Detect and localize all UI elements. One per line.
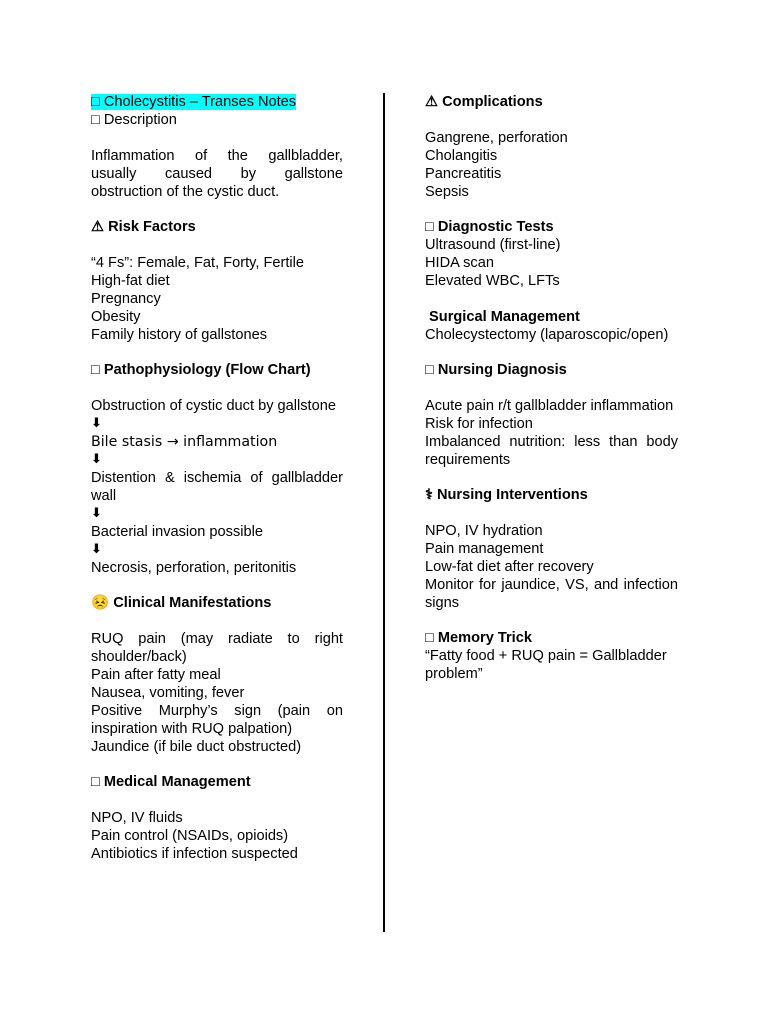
clinical-item: Positive Murphy’s sign (pain on inspiration with RUQ palpation) [91, 702, 343, 737]
diagnostic-item: Elevated WBC, LFTs [425, 273, 560, 289]
flow-step: Obstruction of cystic duct by gallstone [91, 397, 336, 414]
intervention-item: Monitor for jaundice, VS, and infection signs [425, 576, 678, 611]
clinical-manifestations-heading: 😣 Clinical Manifestations [91, 595, 272, 611]
nursing-diagnosis-item: Risk for infection [425, 415, 533, 432]
right-column [425, 92, 678, 683]
complication-item: Pancreatitis [425, 165, 502, 182]
diagnostic-item: Ultrasound (first-line) [425, 237, 561, 253]
medical-item: NPO, IV fluids [91, 809, 183, 826]
intervention-item: NPO, IV hydration [425, 522, 543, 539]
medical-item: Antibiotics if infection suspected [91, 845, 298, 862]
nursing-diagnosis-item: Acute pain r/t gallbladder inflammation [425, 397, 674, 414]
risk-factor-item: Family history of gallstones [91, 326, 268, 343]
clinical-item: RUQ pain (may radiate to right shoulder/back) [91, 630, 343, 665]
medical-item: Pain control (NSAIDs, opioids) [91, 827, 289, 844]
nursing-diagnosis-heading: □ Nursing Diagnosis [425, 362, 567, 378]
down-arrow-icon: ⬇ [91, 451, 102, 467]
complication-item: Sepsis [425, 183, 469, 200]
surgical-management-heading: Surgical Management [425, 308, 580, 325]
column-divider [383, 93, 385, 932]
diagnostic-tests-heading: □ Diagnostic Tests [425, 219, 554, 235]
intervention-item: Pain management [425, 540, 544, 557]
nursing-diagnosis-item: Imbalanced nutrition: less than body requirements [425, 433, 678, 468]
diagnostic-item: HIDA scan [425, 255, 494, 271]
down-arrow-icon: ⬇ [91, 541, 102, 557]
intervention-item: Low-fat diet after recovery [425, 558, 594, 575]
pathophysiology-heading: □ Pathophysiology (Flow Chart) [91, 362, 311, 378]
flow-step: Bile stasis → inflammation [91, 433, 278, 450]
left-column [91, 92, 343, 863]
complication-item: Gangrene, perforation [425, 129, 568, 146]
flow-step: Necrosis, perforation, peritonitis [91, 559, 297, 576]
medical-management-heading: □ Medical Management [91, 774, 251, 790]
complication-item: Cholangitis [425, 147, 498, 164]
surgical-item: Cholecystectomy (laparoscopic/open) [425, 326, 669, 343]
description-heading: □ Description [91, 112, 177, 128]
memory-trick-heading: □ Memory Trick [425, 630, 532, 646]
clinical-item: Nausea, vomiting, fever [91, 684, 245, 701]
document-title: □ Cholecystitis – Transes Notes [91, 94, 297, 110]
risk-factor-item: High-fat diet [91, 272, 170, 289]
risk-factor-item: Obesity [91, 308, 141, 325]
complications-heading: ⚠ Complications [425, 94, 543, 110]
risk-factor-item: Pregnancy [91, 290, 161, 307]
memory-trick-text: “Fatty food + RUQ pain = Gallbladder problem” [425, 648, 667, 682]
clinical-item: Pain after fatty meal [91, 666, 221, 683]
flow-step: Distention & ischemia of gallbladder wall [91, 469, 343, 504]
down-arrow-icon: ⬇ [91, 415, 102, 431]
risk-factors-heading: ⚠ Risk Factors [91, 219, 196, 235]
clinical-item: Jaundice (if bile duct obstructed) [91, 738, 302, 755]
risk-factor-item: “4 Fs”: Female, Fat, Forty, Fertile [91, 254, 304, 271]
flow-step: Bacterial invasion possible [91, 523, 263, 540]
description-text: Inflammation of the gallbladder, usually caused by gallstone obstruction of the cystic duct. [91, 147, 343, 200]
down-arrow-icon: ⬇ [91, 505, 102, 521]
nursing-interventions-heading: ⚕ Nursing Interventions [425, 487, 588, 503]
